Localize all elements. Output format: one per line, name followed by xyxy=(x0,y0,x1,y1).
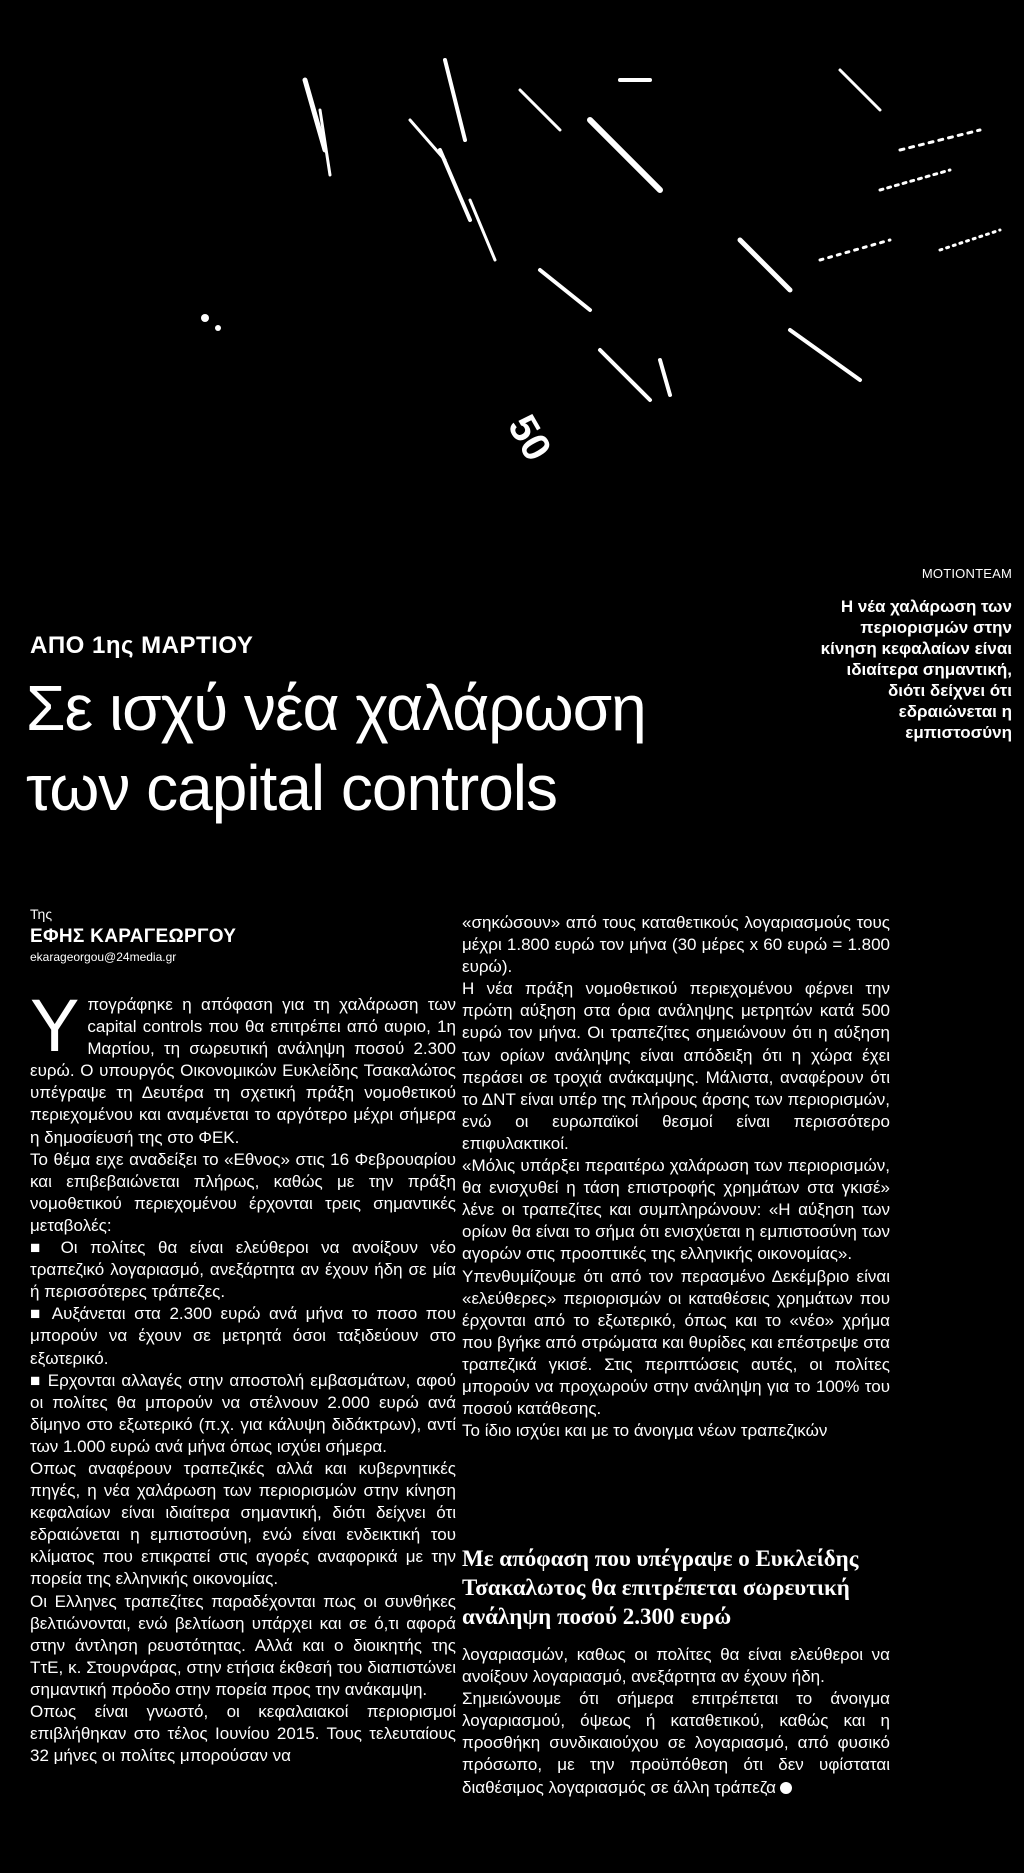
paragraph: Οπως είναι γνωστό, οι κεφαλαιακοί περιορισμοί επιβλήθηκαν στο τέλος Ιουνίου 2015. Τους τελευταίους 32 μήνες οι πολίτες μπορούσαν να xyxy=(30,1702,456,1766)
paragraph: Το ίδιο ισχύει και με το άνοιγμα νέων τραπεζικών xyxy=(462,1421,828,1441)
photo-number: 50 xyxy=(499,407,560,469)
article-column-left xyxy=(30,984,457,1767)
paragraph: «σηκώσουν» από τους καταθετικούς λογαριασμούς τους μέχρι 1.800 ευρώ τον μήνα (30 μέρες x 60 ευρώ = 1.800 ευρώ). xyxy=(462,913,890,977)
paragraph: Οι Ελληνες τραπεζίτες παραδέχονται πως οι συνθήκες βελτιώνονται, ενώ βελτίωση υπάρχει και σε ό,τι αφορά στην άντληση ρευστότητας. Αλλά και ο διοικητής της ΤτΕ, κ. Στουρνάρας, στην ετήσια έκθεσή του διαπιστώνει σημαντική πρόοδο στην πορεία προς την ανάκαμψη. xyxy=(30,1591,456,1699)
pull-quote: Με απόφαση που υπέγραψε ο Ευκλείδης Τσακαλωτος θα επιτρέπεται σωρευτική ανάληψη ποσού 2.300 ευρώ xyxy=(462,1546,859,1629)
article-photo xyxy=(0,0,1024,560)
author-name: ΕΦΗΣ ΚΑΡΑΓΕΩΡΓΟΥ xyxy=(30,926,237,947)
author-email: ekarageorgou@24media.gr xyxy=(30,950,177,964)
lead-text: πογράφηκε η απόφαση για τη χαλάρωση των capital controls που θα επιτρέπει από αυριο, 1η Μαρτίου, τη σωρευτική ανάληψη ποσού 2.300 ευρώ. Ο υπουργός Οικονομικών Ευκλείδης Τσακαλώτος υπέγραψε τη Δευτέρα τη σχετική πράξη νομοθετικού περιεχομένου και αναμένεται το αργότερο μέχρι σήμερα η δημοσίευσή της στο ΦΕΚ. xyxy=(30,995,456,1147)
paragraph: Υπενθυμίζουμε ότι από τον περασμένο Δεκέμβριο είναι «ελεύθερες» περιορισμών οι καταθέσεις χρημάτων που έρχονται από το εξωτερικό, όπως και το «νέο» χρήμα που βγήκε από στρώματα και θυρίδες και επέστρεψε στα τραπεζικά γκισέ. Στις περιπτώσεις αυτές, οι πολίτες μπορούν να προχωρούν στην ανάληψη για το 100% του ποσού κατάθεσης. xyxy=(462,1266,890,1419)
paragraph: Οπως αναφέρουν τραπεζικές αλλά και κυβερνητικές πηγές, η νέα χαλάρωση των περιορισμών στην κίνηση κεφαλαίων είναι ιδιαίτερα σημαντική, διότι δείχνει ότι εδραιώνεται η εμπιστοσύνη, ενώ είναι ενδεικτική του κλίματος που επικρατεί στις αγορές αναφορικά με την πορεία της ελληνικής οικονομίας. xyxy=(30,1458,456,1589)
end-mark-icon xyxy=(780,1782,792,1794)
article-kicker: ΑΠΟ 1ης ΜΑΡΤΙΟΥ xyxy=(30,632,254,659)
paragraph: «Μόλις υπάρξει περαιτέρω χαλάρωση των περιορισμών, θα ενισχυθεί η τάση επιστροφής χρημάτων στα γκισέ» λένε οι τραπεζίτες και συμπληρώνουν: «Η αύξηση των ορίων θα είναι το σήμα ότι ενισχύεται η εμπιστοσύνη των αγορών στις προοπτικές της ελληνικής οικονομίας». xyxy=(462,1156,890,1264)
paragraph: Η νέα πράξη νομοθετικού περιεχομένου φέρνει την πρώτη αύξηση στα όρια ανάληψης μετρητών κατά 500 ευρώ τον μήνα. Οι τραπεζίτες σημειώνουν ότι η αύξηση των ορίων ανάληψης είναι απόδειξη ότι η χώρα έχει περάσει σε τροχιά ανάκαμψης. Μάλιστα, αναφέρουν ότι το ΔΝΤ είναι υπέρ της πλήρους άρσης των περιορισμών, ενώ οι ευρωπαϊκοί θεσμοί είναι περισσότερο επιφυλακτικοί. xyxy=(462,979,890,1153)
paragraph: λογαριασμών, καθως οι πολίτες θα είναι ελεύθεροι να ανοίξουν λογαριασμό, ανεξάρτητα αν έχουν ήδη. xyxy=(462,1645,890,1687)
headline-line-1: Σε ισχύ νέα χαλάρωση xyxy=(26,672,646,744)
paragraph: Το θέμα ειχε αναδείξει το «Εθνος» στις 16 Φεβρουαρίου και επιβεβαιώνεται πλήρως, καθώς με την πράξη νομοθετικού περιεχομένου έρχονται τρεις σημαντικές μεταβολές: xyxy=(30,1149,456,1235)
bullet-item: ■ Ερχονται αλλαγές στην αποστολή εμβασμάτων, αφού οι πολίτες θα μπορούν να στέλνουν 2.000 ευρώ ανά δίμηνο στο εξωτερικό (π.χ. για κάλυψη διδάκτρων), αντί των 1.000 ευρώ ανά μήνα όπως ισχύει σήμερα. xyxy=(30,1370,456,1458)
article-headline xyxy=(26,668,786,828)
paragraph xyxy=(462,1688,890,1798)
photo-credit: MOTIONTEAM xyxy=(921,566,1012,581)
bullet-item: ■ Οι πολίτες θα είναι ελεύθεροι να ανοίξουν νέο τραπεζικό λογαριασμό, ανεξάρτητα αν έχουν ήδη σε μία ή περισσότερες τράπεζες. xyxy=(30,1237,456,1303)
bullet-item: ■ Αυξάνεται στα 2.300 ευρώ ανά μήνα το ποσο που μπορούν να έχουν σε μετρητά όσοι ταξιδεύουν στο εξωτερικό. xyxy=(30,1303,456,1369)
article-column-right-continued xyxy=(462,1644,890,1799)
dropcap: Υ xyxy=(30,984,80,1067)
lead-paragraph xyxy=(30,984,456,1149)
article-column-right xyxy=(462,912,890,1442)
paragraph-text: Σημειώνουμε ότι σήμερα επιτρέπεται το άνοιγμα λογαριασμού, όψεως ή καταθετικού, καθώς και η προσθήκη συνδικαιούχου σε λογαριασμό, από φυσικό πρόσωπο, με την προϋπόθεση ότι δεν υφίσταται διαθέσιμος λογαριασμός σε άλλη τράπεζα xyxy=(462,1689,890,1797)
headline-line-2: των capital controls xyxy=(26,752,557,824)
author-prefix: Της xyxy=(30,906,53,922)
photo-caption: Η νέα χαλάρωση των περιορισμών στην κίνηση κεφαλαίων είναι ιδιαίτερα σημαντική, διότι δείχνει ότι εδραιώνεται η εμπιστοσύνη xyxy=(820,597,1012,742)
